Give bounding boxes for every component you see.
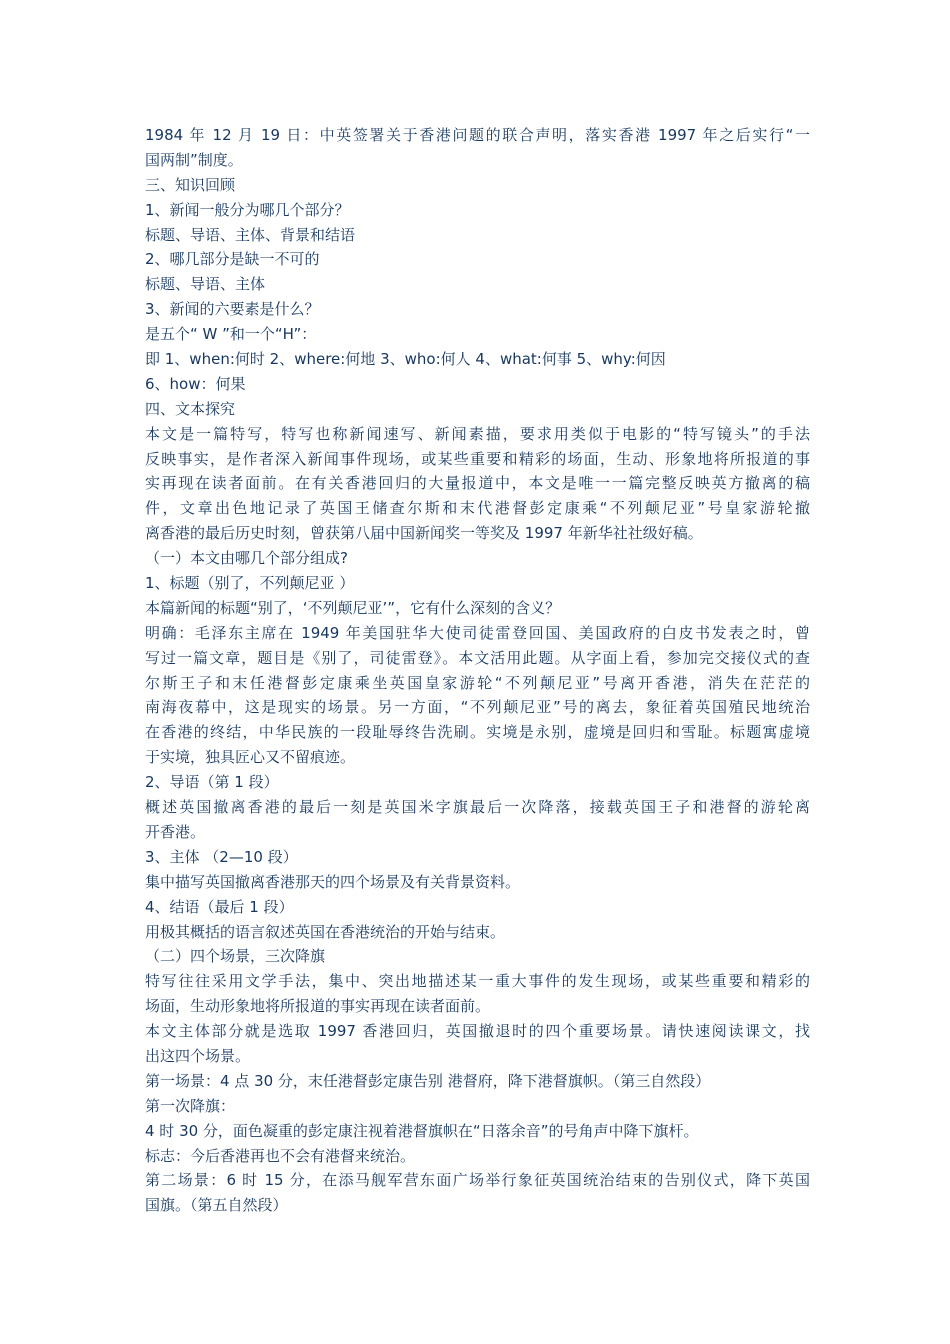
text-line: 4 时 30 分，面色凝重的彭定康注视着港督旗帜在“日落余音”的号角声中降下旗杆。 xyxy=(145,1121,699,1140)
text-line: 2、导语（第 1 段） xyxy=(145,773,279,792)
text-line: 特写往往采用文学手法，集中、突出地描述某一重大事件的发生现场，或某些重要和精彩的 xyxy=(145,972,810,991)
text-line: （一）本文由哪几个部分组成? xyxy=(145,549,348,568)
text-line: 本文是一篇特写，特写也称新闻速写、新闻素描，要求用类似于电影的“特写镜头”的手法 xyxy=(145,424,810,443)
document-body xyxy=(145,123,810,1218)
text-line: 明确：毛泽东主席在 1949 年美国驻华大使司徒雷登回国、美国政府的白皮书发表之时，曾 xyxy=(145,623,810,642)
text-line: 国两制”制度。 xyxy=(145,150,243,169)
text-line: 用极其概括的语言叙述英国在香港统治的开始与结束。 xyxy=(145,922,506,941)
text-line: 在香港的终结，中华民族的一段耻辱终告洗刷。实境是永别，虚境是回归和雪耻。标题寓虚境 xyxy=(145,723,810,742)
text-line: 国旗。（第五自然段） xyxy=(145,1196,288,1215)
text-line: 三、知识回顾 xyxy=(145,175,236,194)
text-line: 即 1、when:何时 2、where:何地 3、who:何人 4、what:何事 5、why:何因 xyxy=(145,350,666,369)
text-line: 于实境，独具匠心又不留痕迹。 xyxy=(145,748,356,767)
text-line: 南海夜幕中，这是现实的场景。另一方面，“不列颠尼亚”号的离去，象征着英国殖民地统治 xyxy=(145,698,810,717)
text-line: 标题、导语、主体 xyxy=(145,275,266,294)
text-line: 是五个“ W ”和一个“H”： xyxy=(145,325,317,344)
text-line: 件，文章出色地记录了英国王储查尔斯和末代港督彭定康乘“不列颠尼亚”号皇家游轮撤 xyxy=(145,499,810,518)
text-line: 四、文本探究 xyxy=(145,399,236,418)
text-line: 反映事实，是作者深入新闻事件现场，或某些重要和精彩的场面，生动、形象地将所报道的事 xyxy=(145,449,810,468)
text-line: 4、结语（最后 1 段） xyxy=(145,897,294,916)
text-line: 1984 年 12 月 19 日：中英签署关于香港问题的联合声明，落实香港 1997 年之后实行“一 xyxy=(145,126,810,144)
text-line: 标志：今后香港再也不会有港督来统治。 xyxy=(145,1146,416,1165)
text-line: 开香港。 xyxy=(145,822,206,841)
text-line: 尔斯王子和末任港督彭定康乘坐英国皇家游轮“不列颠尼亚”号离开香港，消失在茫茫的 xyxy=(145,673,810,692)
text-line: 6、how：何果 xyxy=(145,374,246,393)
text-line: 第一次降旗： xyxy=(145,1096,236,1115)
text-line: 1、标题（别了，不列颠尼亚 ） xyxy=(145,574,355,593)
text-line: 出这四个场景。 xyxy=(145,1046,251,1065)
text-line: 第一场景：4 点 30 分，末任港督彭定康告别 港督府，降下港督旗帜。（第三自然段） xyxy=(145,1071,711,1090)
text-line: 1、新闻一般分为哪几个部分？ xyxy=(145,200,350,219)
text-line: 3、新闻的六要素是什么？ xyxy=(145,300,320,319)
text-line: 3、主体 （2—10 段） xyxy=(145,847,298,866)
text-line: 本文主体部分就是选取 1997 香港回归，英国撤退时的四个重要场景。请快速阅读课文，找 xyxy=(145,1022,810,1041)
text-line: 集中描写英国撤离香港那天的四个场景及有关背景资料。 xyxy=(145,872,521,891)
text-line: 第二场景：6 时 15 分，在添马舰军营东面广场举行象征英国统治结束的告别仪式，降下英国 xyxy=(145,1171,810,1190)
text-line: 概述英国撤离香港的最后一刻是英国米字旗最后一次降落，接载英国王子和港督的游轮离 xyxy=(145,798,810,817)
text-line: 写过一篇文章，题目是《别了，司徒雷登》。本文活用此题。从字面上看，参加完交接仪式的查 xyxy=(145,648,810,667)
text-line: 2、哪几部分是缺一不可的 xyxy=(145,250,320,269)
text-line: 标题、导语、主体、背景和结语 xyxy=(145,225,356,244)
text-line: 实再现在读者面前。在有关香港回归的大量报道中，本文是唯一一篇完整反映英方撤离的稿 xyxy=(145,474,810,493)
text-line: 场面，生动形象地将所报道的事实再现在读者面前。 xyxy=(145,997,491,1016)
text-line: （二）四个场景，三次降旗 xyxy=(145,947,326,966)
text-line: 离香港的最后历史时刻，曾获第八届中国新闻奖一等奖及 1997 年新华社社级好稿。 xyxy=(145,524,703,543)
text-line: 本篇新闻的标题“别了，‘不列颠尼亚’”，它有什么深刻的含义？ xyxy=(145,598,561,617)
